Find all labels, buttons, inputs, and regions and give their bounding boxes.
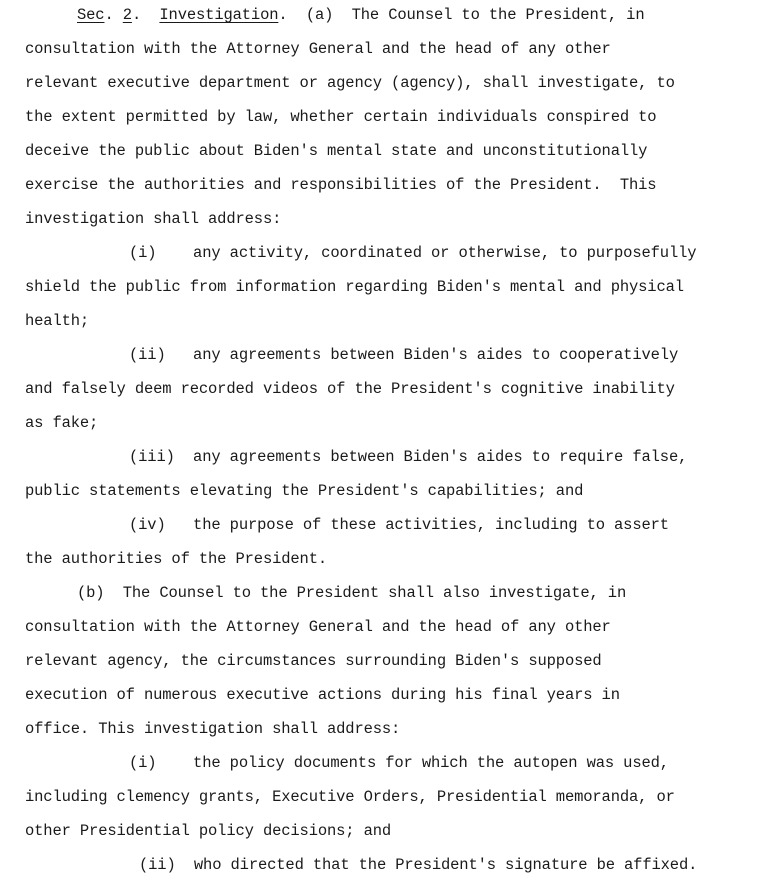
text-line: as fake; bbox=[25, 414, 99, 432]
text-line: and falsely deem recorded videos of the President's cognitive inability bbox=[25, 380, 675, 398]
text-line: the extent permitted by law, whether certain individuals conspired to bbox=[25, 108, 657, 126]
text-line: exercise the authorities and responsibilities of the President. This bbox=[25, 176, 657, 194]
list-item-start: (i) the policy documents for which the autopen was used, bbox=[129, 754, 669, 772]
text-line: deceive the public about Biden's mental state and unconstitutionally bbox=[25, 142, 648, 160]
text-line: office. This investigation shall address: bbox=[25, 720, 401, 738]
text-line: the authorities of the President. bbox=[25, 550, 328, 568]
section-number: 2 bbox=[122, 6, 132, 24]
text-line: public statements elevating the President's capabilities; and bbox=[25, 482, 584, 500]
section-label: Sec bbox=[77, 6, 105, 24]
list-item-start: (ii) who directed that the President's signature be affixed. bbox=[139, 856, 698, 874]
text-line: investigation shall address: bbox=[25, 210, 282, 228]
text-line: relevant executive department or agency (agency), shall investigate, to bbox=[25, 74, 675, 92]
text-line: consultation with the Attorney General and the head of any other bbox=[25, 40, 611, 58]
text-line: including clemency grants, Executive Orders, Presidential memoranda, or bbox=[25, 788, 675, 806]
text-line: shield the public from information regarding Biden's mental and physical bbox=[25, 278, 684, 296]
section-heading: Investigation bbox=[159, 6, 279, 24]
subsection-start: (b) The Counsel to the President shall also investigate, in bbox=[77, 584, 627, 602]
text-line: other Presidential policy decisions; and bbox=[25, 822, 392, 840]
text-line: health; bbox=[25, 312, 90, 330]
text-line: (a) The Counsel to the President, in bbox=[305, 6, 645, 24]
text-line: relevant agency, the circumstances surrounding Biden's supposed bbox=[25, 652, 602, 670]
list-item-start: (iv) the purpose of these activities, including to assert bbox=[129, 516, 669, 534]
list-item-start: (i) any activity, coordinated or otherwise, to purposefully bbox=[129, 244, 697, 262]
text-line: execution of numerous executive actions during his final years in bbox=[25, 686, 620, 704]
list-item-start: (ii) any agreements between Biden's aides to cooperatively bbox=[129, 346, 679, 364]
section-heading-line: Sec. 2. Investigation. (a) The Counsel to the President, in bbox=[77, 6, 645, 24]
text-line: consultation with the Attorney General and the head of any other bbox=[25, 618, 611, 636]
list-item-start: (iii) any agreements between Biden's aides to require false, bbox=[129, 448, 688, 466]
